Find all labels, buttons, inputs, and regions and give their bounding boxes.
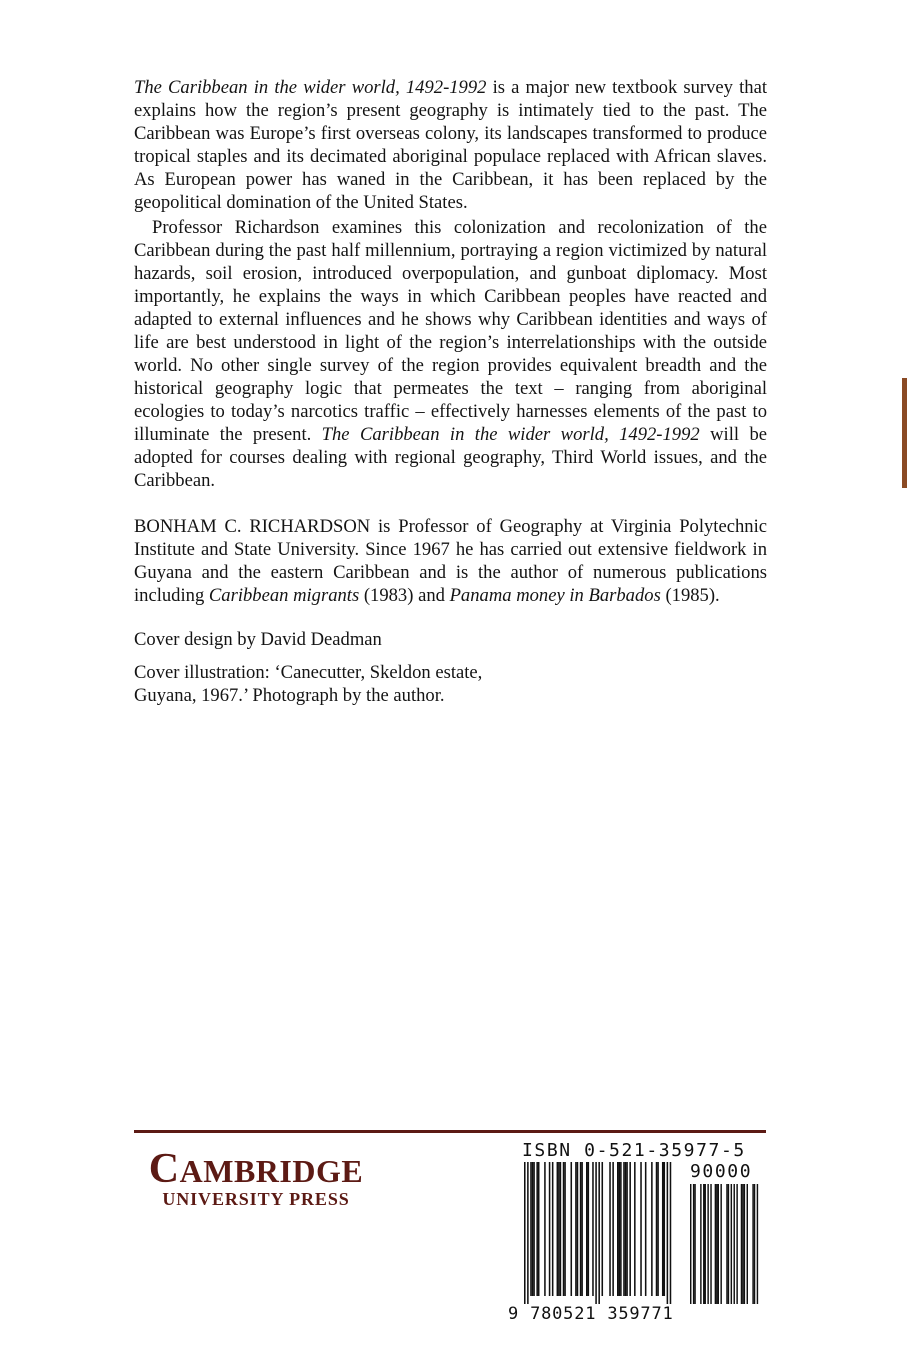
cover-illustration-line-2: Guyana, 1967.’ Photograph by the author.: [134, 685, 445, 706]
barcode-bar: [617, 1162, 619, 1296]
barcode-addon-bar: [705, 1184, 706, 1304]
barcode-bar: [552, 1162, 554, 1296]
barcode-bar: [527, 1162, 529, 1304]
barcode-bar: [629, 1162, 631, 1296]
barcode-bar: [533, 1162, 535, 1296]
barcode-addon-bar: [690, 1184, 691, 1304]
barcode-addon-bar: [715, 1184, 716, 1304]
blurb-paragraph-2-end: will be adopted for courses dealing with regional geography, Third World issues, and the Caribbean.: [134, 424, 767, 491]
barcode-bar: [586, 1162, 588, 1296]
publisher-divider-rule: [134, 1130, 766, 1133]
barcode-addon-bar: [752, 1184, 753, 1304]
barcode-bar: [609, 1162, 611, 1296]
blurb-paragraph-1-text: is a major new textbook survey that explains how the region’s present geography is intimately tied to the past. The Caribbean was Europe’s first overseas colony, its landscapes transformed to produce tropical staples and its decimated aboriginal populace replaced with African slaves. As European power has waned in the Caribbean, it has been replaced by the geopolitical domination of the United States.: [134, 77, 767, 213]
barcode-bar: [563, 1162, 565, 1296]
barcode-addon-bar: [703, 1184, 704, 1304]
spine-accent-bar: [902, 378, 907, 488]
barcode-addon-bar: [741, 1184, 742, 1304]
barcode-bar: [536, 1162, 538, 1296]
author-book-1: Caribbean migrants: [208, 585, 360, 606]
barcode-bar: [667, 1162, 669, 1304]
barcode-bar: [612, 1162, 614, 1296]
barcode-addon-bar: [726, 1184, 727, 1304]
barcode-addon-bar: [734, 1184, 735, 1304]
barcode-addon-bar: [754, 1184, 755, 1304]
blurb-paragraph-2: [134, 216, 767, 492]
barcode-bar: [592, 1162, 594, 1296]
barcode-bar: [625, 1162, 627, 1296]
publisher-logo: [134, 1146, 378, 1209]
cover-design-credit: Cover design by David Deadman: [134, 629, 382, 650]
barcode-addon-bar: [757, 1184, 758, 1304]
barcode-bar: [538, 1162, 540, 1296]
barcode-addon-bar: [720, 1184, 721, 1304]
barcode-bar: [530, 1162, 532, 1296]
publisher-name: CAMBRIDGE: [148, 1146, 364, 1192]
barcode-addon-bar: [744, 1184, 745, 1304]
book-title-italic: The Caribbean in the wider world, 1492-1992: [134, 77, 487, 98]
barcode-addon-bar: [731, 1184, 732, 1304]
barcode-bar: [558, 1162, 560, 1296]
author-bio-text-3: (1985).: [660, 585, 720, 606]
barcode-bar: [656, 1162, 658, 1296]
barcode-bar: [619, 1162, 621, 1296]
barcode-bar: [640, 1162, 642, 1296]
barcode-bar: [595, 1162, 597, 1304]
author-bio: [134, 515, 767, 607]
blurb-paragraph-1: [134, 76, 767, 214]
isbn-label: ISBN 0-521-35977-5: [522, 1140, 746, 1161]
barcode-bar: [662, 1162, 664, 1296]
barcode-addon-bar: [728, 1184, 729, 1304]
back-cover-text: [134, 76, 767, 707]
barcode-addon-bar: [710, 1184, 711, 1304]
barcode-bar: [544, 1162, 546, 1296]
barcode-bar: [645, 1162, 647, 1296]
barcode-icon: [524, 1162, 768, 1306]
barcode-bar: [588, 1162, 590, 1296]
barcode-bar: [524, 1162, 526, 1304]
barcode-bar: [598, 1162, 600, 1304]
ean-digits: 9 780521 359771: [508, 1304, 674, 1324]
barcode-addon-digits: 90000: [690, 1161, 753, 1182]
barcode-bar: [670, 1162, 672, 1304]
barcode-bar: [602, 1162, 604, 1296]
barcode-addon-bar: [742, 1184, 743, 1304]
barcode-bar: [564, 1162, 566, 1296]
publisher-name-initial: C: [148, 1146, 180, 1192]
barcode-bar: [571, 1162, 573, 1296]
publisher-subname: UNIVERSITY PRESS: [162, 1189, 350, 1209]
barcode-bar: [664, 1162, 666, 1296]
cover-illustration-line-1: Cover illustration: ‘Canecutter, Skeldon estate,: [134, 662, 483, 683]
barcode-bar: [657, 1162, 659, 1296]
barcode-bar: [620, 1162, 622, 1296]
barcode-bar: [549, 1162, 551, 1296]
barcode-addon-bar: [718, 1184, 719, 1304]
author-book-2: Panama money in Barbados: [449, 585, 661, 606]
cover-illustration-credit: [134, 661, 767, 707]
book-title-italic-2: The Caribbean in the wider world, 1492-1992: [321, 424, 700, 445]
barcode-addon-bar: [736, 1184, 737, 1304]
barcode-bar: [651, 1162, 653, 1296]
barcode-addon-bar: [707, 1184, 708, 1304]
barcode-bar: [623, 1162, 625, 1296]
barcode-addon-bar: [716, 1184, 717, 1304]
barcode-bar: [575, 1162, 577, 1296]
barcode-bar: [626, 1162, 628, 1296]
barcode-addon-bar: [747, 1184, 748, 1304]
barcode-bar: [532, 1162, 534, 1296]
blurb-paragraph-2-text: Professor Richardson examines this colonization and recolonization of the Caribbean during the past half millennium, portraying a region victimized by natural hazards, soil erosion, introduced overpopulation, and gunboat diplomacy. Most importantly, he explains the ways in which Caribbean peoples have reacted and adapted to external influences and he shows why Caribbean identities and ways of life are best understood in light of the region’s interrelationships with the outside world. No other single survey of the region provides equivalent breadth and the historical geography logic that permeates the text – ranging from aboriginal ecologies to today’s narcotics traffic – effectively harnesses elements of the past to illuminate the present.: [134, 217, 767, 445]
barcode-bar: [580, 1162, 582, 1296]
barcode-bar: [560, 1162, 562, 1296]
author-bio-text-2: (1983) and: [359, 585, 450, 606]
barcode-bar: [577, 1162, 579, 1296]
barcode-addon-bar: [693, 1184, 694, 1304]
barcode-bar: [634, 1162, 636, 1296]
barcode-bar: [581, 1162, 583, 1296]
barcode-bar: [557, 1162, 559, 1296]
author-bio-text-1: BONHAM C. RICHARDSON is Professor of Geography at Virginia Polytechnic Institute and State University. Since 1967 he has carried out extensive fieldwork in Guyana and the eastern Caribbean and is the author of numerous publications including: [134, 516, 767, 606]
barcode-addon-bar: [694, 1184, 695, 1304]
barcode-addon-bar: [700, 1184, 701, 1304]
